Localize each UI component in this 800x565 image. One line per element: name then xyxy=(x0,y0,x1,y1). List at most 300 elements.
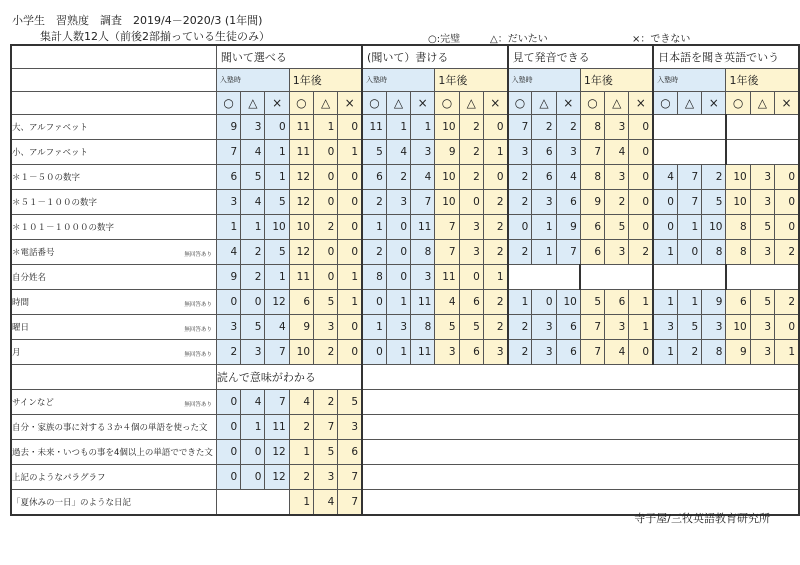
value-cell: 0 xyxy=(629,340,653,365)
value-cell: 2 xyxy=(556,115,580,140)
value-cell: 3 xyxy=(411,140,435,165)
value-cell: 5 xyxy=(241,315,265,340)
reading-row-text: 過去・未来・いつもの事を4個以上の単語でできた文 xyxy=(12,448,213,458)
value-cell: 2 xyxy=(459,115,483,140)
value-cell: 10 xyxy=(726,165,750,190)
value-cell: 3 xyxy=(750,315,774,340)
mark-header: × xyxy=(702,92,726,115)
value-cell: 4 xyxy=(241,190,265,215)
value-cell: 10 xyxy=(435,165,459,190)
value-cell: 7 xyxy=(580,140,604,165)
row-label xyxy=(11,165,216,190)
value-cell: 3 xyxy=(241,340,265,365)
value-cell: 3 xyxy=(750,240,774,265)
value-cell: 9 xyxy=(726,340,750,365)
period-before-header: 入塾時 xyxy=(653,69,726,92)
mark-header: ○ xyxy=(362,92,386,115)
value-cell: 12 xyxy=(265,465,289,490)
value-cell: 0 xyxy=(314,190,338,215)
row-label-text: 小、アルファベット xyxy=(12,148,88,158)
value-cell: 2 xyxy=(508,315,532,340)
value-cell: 0 xyxy=(459,190,483,215)
value-cell: 12 xyxy=(289,240,313,265)
mark-header: × xyxy=(775,92,799,115)
value-cell: 5 xyxy=(702,190,726,215)
value-cell: 4 xyxy=(386,140,410,165)
value-cell: 6 xyxy=(216,165,240,190)
row-label-text: 時間 xyxy=(12,298,30,308)
value-cell: 8 xyxy=(702,340,726,365)
value-cell: 4 xyxy=(241,140,265,165)
value-cell: 8 xyxy=(702,240,726,265)
value-cell: 6 xyxy=(556,340,580,365)
value-cell: 6 xyxy=(532,165,556,190)
value-cell: 0 xyxy=(386,265,410,290)
value-cell: 0 xyxy=(629,115,653,140)
value-cell: 3 xyxy=(508,140,532,165)
value-cell: 2 xyxy=(241,240,265,265)
value-cell: 5 xyxy=(265,240,289,265)
value-cell: 1 xyxy=(483,140,507,165)
value-cell: 12 xyxy=(289,190,313,215)
value-cell: 0 xyxy=(629,140,653,165)
value-cell: 2 xyxy=(314,390,338,415)
empty-cell xyxy=(726,140,799,165)
value-cell: 6 xyxy=(362,165,386,190)
row-label-text: 曜日 xyxy=(12,323,30,333)
mark-header: ○ xyxy=(216,92,240,115)
value-cell: 2 xyxy=(459,165,483,190)
value-cell: 1 xyxy=(677,290,701,315)
mark-header: × xyxy=(411,92,435,115)
value-cell: 11 xyxy=(289,265,313,290)
row-label xyxy=(11,215,216,240)
value-cell: 6 xyxy=(605,290,629,315)
value-cell: 4 xyxy=(435,290,459,315)
value-cell: 4 xyxy=(314,490,338,516)
row-label xyxy=(11,115,216,140)
value-cell: 3 xyxy=(216,315,240,340)
value-cell: 3 xyxy=(386,190,410,215)
row-label xyxy=(11,240,216,265)
value-cell: 1 xyxy=(265,165,289,190)
value-cell: 4 xyxy=(556,165,580,190)
value-cell: 6 xyxy=(532,140,556,165)
value-cell: 1 xyxy=(338,290,362,315)
value-cell: 3 xyxy=(702,315,726,340)
value-cell: 3 xyxy=(459,215,483,240)
empty-cell xyxy=(216,490,289,516)
value-cell: 8 xyxy=(411,315,435,340)
value-cell: 11 xyxy=(411,215,435,240)
value-cell: 0 xyxy=(314,165,338,190)
value-cell: 10 xyxy=(435,190,459,215)
value-cell: 1 xyxy=(362,315,386,340)
reading-row-text: サインなど xyxy=(12,398,54,408)
value-cell: 7 xyxy=(314,415,338,440)
value-cell: 1 xyxy=(483,265,507,290)
value-cell: 5 xyxy=(435,315,459,340)
value-cell: 1 xyxy=(216,215,240,240)
value-cell: 0 xyxy=(216,290,240,315)
value-cell: 7 xyxy=(508,115,532,140)
value-cell: 3 xyxy=(556,140,580,165)
row-label-text: ＊５１－１００の数字 xyxy=(12,198,98,208)
legend-no: ×：できない xyxy=(632,34,691,45)
value-cell: 9 xyxy=(580,190,604,215)
value-cell: 1 xyxy=(629,290,653,315)
value-cell: 1 xyxy=(338,265,362,290)
value-cell: 2 xyxy=(459,140,483,165)
value-cell: 3 xyxy=(386,315,410,340)
value-cell: 8 xyxy=(362,265,386,290)
value-cell: 10 xyxy=(556,290,580,315)
value-cell: 4 xyxy=(411,165,435,190)
footer-credit: 寺子屋/三牧英語教育研究所 xyxy=(634,512,770,525)
value-cell: 7 xyxy=(435,240,459,265)
value-cell: 3 xyxy=(750,340,774,365)
value-cell: 3 xyxy=(483,340,507,365)
value-cell: 7 xyxy=(411,190,435,215)
header-empty-cell xyxy=(11,69,216,92)
mark-header: △ xyxy=(605,92,629,115)
row-label-text: 自分姓名 xyxy=(12,273,47,283)
mark-header: ○ xyxy=(289,92,313,115)
value-cell: 4 xyxy=(605,340,629,365)
blank-area xyxy=(362,365,799,390)
value-cell: 2 xyxy=(702,165,726,190)
mark-header: △ xyxy=(386,92,410,115)
value-cell: 11 xyxy=(411,290,435,315)
value-cell: 0 xyxy=(338,165,362,190)
value-cell: 5 xyxy=(750,215,774,240)
value-cell: 1 xyxy=(532,215,556,240)
period-before-header: 入塾時 xyxy=(508,69,581,92)
value-cell: 0 xyxy=(338,215,362,240)
value-cell: 2 xyxy=(677,340,701,365)
value-cell: 8 xyxy=(726,240,750,265)
value-cell: 2 xyxy=(508,190,532,215)
mark-header: △ xyxy=(314,92,338,115)
value-cell: 10 xyxy=(435,115,459,140)
value-cell: 0 xyxy=(265,115,289,140)
value-cell: 9 xyxy=(435,140,459,165)
page-subtitle: 集計人数12人（前後2部揃っている生徒のみ） xyxy=(40,30,270,43)
period-after-header: 1年後 xyxy=(435,69,508,92)
no-answer-tag: 無回答あり xyxy=(184,252,212,258)
value-cell: 3 xyxy=(532,340,556,365)
value-cell: 0 xyxy=(338,315,362,340)
value-cell: 3 xyxy=(435,340,459,365)
value-cell: 2 xyxy=(508,240,532,265)
value-cell: 2 xyxy=(362,240,386,265)
blank-area xyxy=(362,465,799,490)
value-cell: 6 xyxy=(338,440,362,465)
category-header: 見て発音できる xyxy=(508,45,654,69)
value-cell: 5 xyxy=(314,290,338,315)
value-cell: 6 xyxy=(580,240,604,265)
empty-cell xyxy=(653,115,726,140)
value-cell: 0 xyxy=(483,165,507,190)
category-header: 聞いて選べる xyxy=(216,45,362,69)
value-cell: 0 xyxy=(483,115,507,140)
mark-header: × xyxy=(629,92,653,115)
empty-cell xyxy=(653,265,726,290)
row-label-text: 月 xyxy=(12,348,21,358)
value-cell: 11 xyxy=(435,265,459,290)
value-cell: 5 xyxy=(362,140,386,165)
value-cell: 0 xyxy=(508,215,532,240)
value-cell: 0 xyxy=(338,240,362,265)
value-cell: 7 xyxy=(338,465,362,490)
row-label-text: ＊電話番号 xyxy=(12,248,55,258)
value-cell: 1 xyxy=(241,215,265,240)
value-cell: 10 xyxy=(289,340,313,365)
section-empty-cell xyxy=(11,365,216,390)
header-empty-cell xyxy=(11,45,216,69)
row-label xyxy=(11,340,216,365)
value-cell: 0 xyxy=(241,290,265,315)
value-cell: 0 xyxy=(314,240,338,265)
reading-row-label xyxy=(11,490,216,516)
value-cell: 2 xyxy=(508,165,532,190)
value-cell: 2 xyxy=(241,265,265,290)
value-cell: 0 xyxy=(241,440,265,465)
period-before-header: 入塾時 xyxy=(362,69,435,92)
value-cell: 7 xyxy=(556,240,580,265)
mark-header: × xyxy=(265,92,289,115)
mark-header: ○ xyxy=(435,92,459,115)
value-cell: 0 xyxy=(362,290,386,315)
reading-row-label xyxy=(11,465,216,490)
value-cell: 12 xyxy=(265,440,289,465)
value-cell: 2 xyxy=(508,340,532,365)
mark-header: △ xyxy=(750,92,774,115)
value-cell: 3 xyxy=(605,240,629,265)
row-label-text: 大、アルファベット xyxy=(12,123,88,133)
mark-header: ○ xyxy=(653,92,677,115)
value-cell: 10 xyxy=(289,215,313,240)
value-cell: 2 xyxy=(605,190,629,215)
value-cell: 12 xyxy=(289,165,313,190)
value-cell: 10 xyxy=(726,190,750,215)
value-cell: 0 xyxy=(216,390,240,415)
reading-row-text: 上記のようなパラグラフ xyxy=(12,473,106,483)
value-cell: 1 xyxy=(265,140,289,165)
value-cell: 6 xyxy=(580,215,604,240)
value-cell: 1 xyxy=(653,340,677,365)
value-cell: 3 xyxy=(605,315,629,340)
value-cell: 6 xyxy=(726,290,750,315)
row-label xyxy=(11,265,216,290)
value-cell: 4 xyxy=(605,140,629,165)
value-cell: 1 xyxy=(386,290,410,315)
mark-header: △ xyxy=(241,92,265,115)
value-cell: 2 xyxy=(483,240,507,265)
value-cell: 4 xyxy=(289,390,313,415)
value-cell: 5 xyxy=(580,290,604,315)
value-cell: 2 xyxy=(775,290,799,315)
value-cell: 5 xyxy=(750,290,774,315)
value-cell: 2 xyxy=(289,465,313,490)
mark-header: △ xyxy=(677,92,701,115)
reading-row-label xyxy=(11,415,216,440)
value-cell: 0 xyxy=(338,115,362,140)
mark-header: ○ xyxy=(508,92,532,115)
value-cell: 10 xyxy=(702,215,726,240)
value-cell: 4 xyxy=(653,165,677,190)
value-cell: 0 xyxy=(459,265,483,290)
value-cell: 9 xyxy=(556,215,580,240)
empty-cell xyxy=(508,265,581,290)
value-cell: 2 xyxy=(289,415,313,440)
value-cell: 9 xyxy=(702,290,726,315)
value-cell: 7 xyxy=(580,340,604,365)
value-cell: 7 xyxy=(435,215,459,240)
value-cell: 5 xyxy=(677,315,701,340)
blank-area xyxy=(362,390,799,415)
row-label-text: ＊１－５０の数字 xyxy=(12,173,81,183)
value-cell: 0 xyxy=(241,465,265,490)
value-cell: 0 xyxy=(362,340,386,365)
value-cell: 1 xyxy=(653,290,677,315)
value-cell: 0 xyxy=(629,190,653,215)
value-cell: 0 xyxy=(216,440,240,465)
value-cell: 11 xyxy=(289,115,313,140)
value-cell: 7 xyxy=(338,490,362,516)
blank-area xyxy=(362,440,799,465)
value-cell: 0 xyxy=(775,215,799,240)
value-cell: 7 xyxy=(677,165,701,190)
value-cell: 2 xyxy=(314,215,338,240)
value-cell: 7 xyxy=(265,340,289,365)
legend-full: ○:完璧 xyxy=(428,34,461,45)
value-cell: 6 xyxy=(289,290,313,315)
value-cell: 3 xyxy=(241,115,265,140)
mark-header: × xyxy=(338,92,362,115)
value-cell: 9 xyxy=(289,315,313,340)
value-cell: 8 xyxy=(411,240,435,265)
value-cell: 7 xyxy=(677,190,701,215)
blank-area xyxy=(362,415,799,440)
value-cell: 3 xyxy=(338,415,362,440)
value-cell: 9 xyxy=(216,115,240,140)
survey-table xyxy=(10,44,800,516)
value-cell: 0 xyxy=(338,340,362,365)
value-cell: 0 xyxy=(386,215,410,240)
value-cell: 7 xyxy=(216,140,240,165)
value-cell: 0 xyxy=(629,165,653,190)
value-cell: 8 xyxy=(726,215,750,240)
header-empty-cell xyxy=(11,92,216,115)
row-label xyxy=(11,315,216,340)
value-cell: 0 xyxy=(775,165,799,190)
mark-header: △ xyxy=(532,92,556,115)
no-answer-tag: 無回答あり xyxy=(184,352,212,358)
value-cell: 2 xyxy=(483,215,507,240)
value-cell: 6 xyxy=(459,340,483,365)
empty-cell xyxy=(726,265,799,290)
period-after-header: 1年後 xyxy=(726,69,799,92)
value-cell: 3 xyxy=(459,240,483,265)
empty-cell xyxy=(726,115,799,140)
value-cell: 4 xyxy=(241,390,265,415)
empty-cell xyxy=(580,265,653,290)
mark-header: ○ xyxy=(726,92,750,115)
value-cell: 5 xyxy=(314,440,338,465)
value-cell: 5 xyxy=(338,390,362,415)
value-cell: 1 xyxy=(411,115,435,140)
value-cell: 0 xyxy=(532,290,556,315)
value-cell: 0 xyxy=(314,140,338,165)
value-cell: 5 xyxy=(605,215,629,240)
value-cell: 2 xyxy=(483,290,507,315)
reading-heading: 読んで意味がわかる xyxy=(216,365,362,390)
value-cell: 3 xyxy=(314,315,338,340)
value-cell: 8 xyxy=(580,115,604,140)
value-cell: 1 xyxy=(338,140,362,165)
value-cell: 1 xyxy=(508,290,532,315)
value-cell: 12 xyxy=(265,290,289,315)
value-cell: 1 xyxy=(362,215,386,240)
category-header: 日本語を聞き英語でいう xyxy=(653,45,799,69)
value-cell: 6 xyxy=(556,315,580,340)
reading-row-label xyxy=(11,440,216,465)
value-cell: 2 xyxy=(629,240,653,265)
value-cell: 8 xyxy=(580,165,604,190)
value-cell: 2 xyxy=(532,115,556,140)
value-cell: 1 xyxy=(289,490,313,516)
value-cell: 2 xyxy=(386,165,410,190)
value-cell: 1 xyxy=(677,215,701,240)
value-cell: 4 xyxy=(216,240,240,265)
value-cell: 11 xyxy=(362,115,386,140)
mark-header: △ xyxy=(459,92,483,115)
value-cell: 1 xyxy=(386,340,410,365)
value-cell: 3 xyxy=(605,165,629,190)
value-cell: 0 xyxy=(629,215,653,240)
row-label xyxy=(11,290,216,315)
no-answer-tag: 無回答あり xyxy=(184,327,212,333)
page-title: 小学生 習熟度 調査 2019/4－2020/3 (1年間) xyxy=(12,14,263,27)
empty-cell xyxy=(653,140,726,165)
value-cell: 0 xyxy=(653,215,677,240)
value-cell: 7 xyxy=(580,315,604,340)
value-cell: 1 xyxy=(386,115,410,140)
value-cell: 0 xyxy=(775,315,799,340)
value-cell: 11 xyxy=(289,140,313,165)
value-cell: 1 xyxy=(629,315,653,340)
value-cell: 3 xyxy=(750,190,774,215)
value-cell: 6 xyxy=(556,190,580,215)
value-cell: 3 xyxy=(216,190,240,215)
legend-mostly: △：だいたい xyxy=(490,34,548,45)
value-cell: 6 xyxy=(459,290,483,315)
value-cell: 5 xyxy=(241,165,265,190)
mark-header: × xyxy=(556,92,580,115)
value-cell: 5 xyxy=(265,190,289,215)
value-cell: 2 xyxy=(775,240,799,265)
row-label xyxy=(11,190,216,215)
value-cell: 1 xyxy=(289,440,313,465)
value-cell: 2 xyxy=(483,190,507,215)
value-cell: 0 xyxy=(314,265,338,290)
value-cell: 10 xyxy=(726,315,750,340)
value-cell: 1 xyxy=(653,240,677,265)
reading-row-text: 「夏休みの一日」のような日記 xyxy=(12,498,132,508)
value-cell: 0 xyxy=(216,465,240,490)
value-cell: 5 xyxy=(459,315,483,340)
